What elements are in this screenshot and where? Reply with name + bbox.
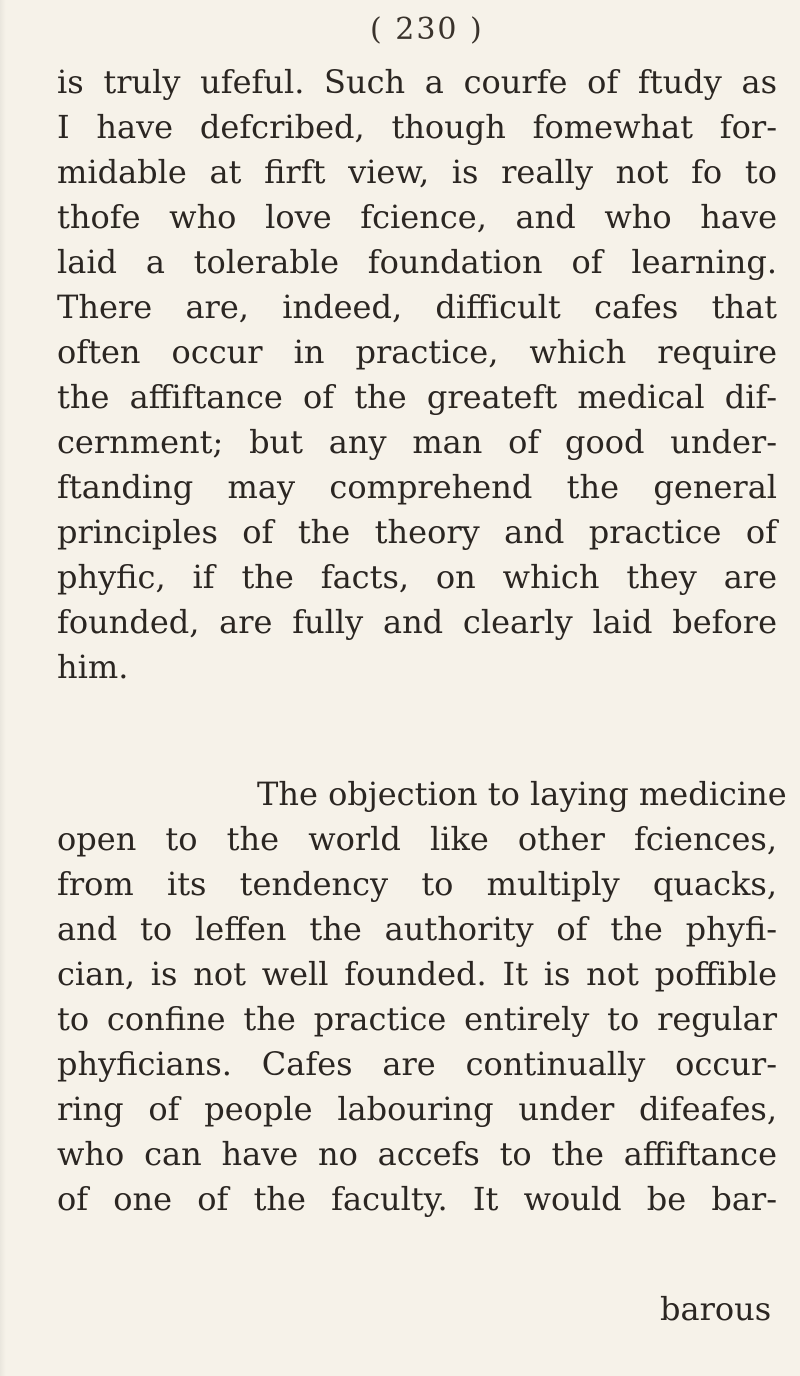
catchword: barous (660, 1290, 772, 1328)
text-line: cian, is not well founded. It is not poffible (57, 955, 777, 993)
text-line: ring of people labouring under difeafes, (57, 1090, 777, 1128)
page-edge-shadow (0, 0, 6, 1376)
text-line: ftanding may comprehend the general (57, 468, 777, 506)
paragraph-gap (57, 690, 777, 772)
text-line: often occur in practice, which require (57, 333, 777, 371)
body-text (57, 60, 787, 1222)
text-line: from its tendency to multiply quacks, (57, 865, 777, 903)
text-line: who can have no accefs to the affiftance (57, 1135, 777, 1173)
page-number: ( 230 ) (370, 12, 484, 47)
text-line: of one of the faculty. It would be bar- (57, 1180, 777, 1218)
text-line: the affiftance of the greateft medical dif- (57, 378, 777, 416)
text-line: is truly ufeful. Such a courfe of ftudy as (57, 63, 777, 101)
text-line: I have defcribed, though fomewhat for- (57, 108, 777, 146)
text-line: The objection to laying medicine (257, 775, 787, 813)
text-line: and to leffen the authority of the phyfi- (57, 910, 777, 948)
text-line: phyficians. Cafes are continually occur- (57, 1045, 777, 1083)
paragraph-1 (57, 60, 777, 690)
text-line: principles of the theory and practice of (57, 513, 777, 551)
text-line: founded, are fully and clearly laid before (57, 603, 777, 641)
text-line: There are, indeed, difficult cafes that (57, 288, 777, 326)
text-line: open to the world like other fciences, (57, 820, 777, 858)
text-line: midable at firft view, is really not fo to (57, 153, 777, 191)
text-line: him. (57, 648, 129, 686)
text-line: to confine the practice entirely to regular (57, 1000, 777, 1038)
paragraph-2 (57, 772, 787, 1222)
text-line: laid a tolerable foundation of learning. (57, 243, 777, 281)
text-line: cernment; but any man of good under- (57, 423, 777, 461)
text-line: phyfic, if the facts, on which they are (57, 558, 777, 596)
text-line: thofe who love fcience, and who have (57, 198, 777, 236)
